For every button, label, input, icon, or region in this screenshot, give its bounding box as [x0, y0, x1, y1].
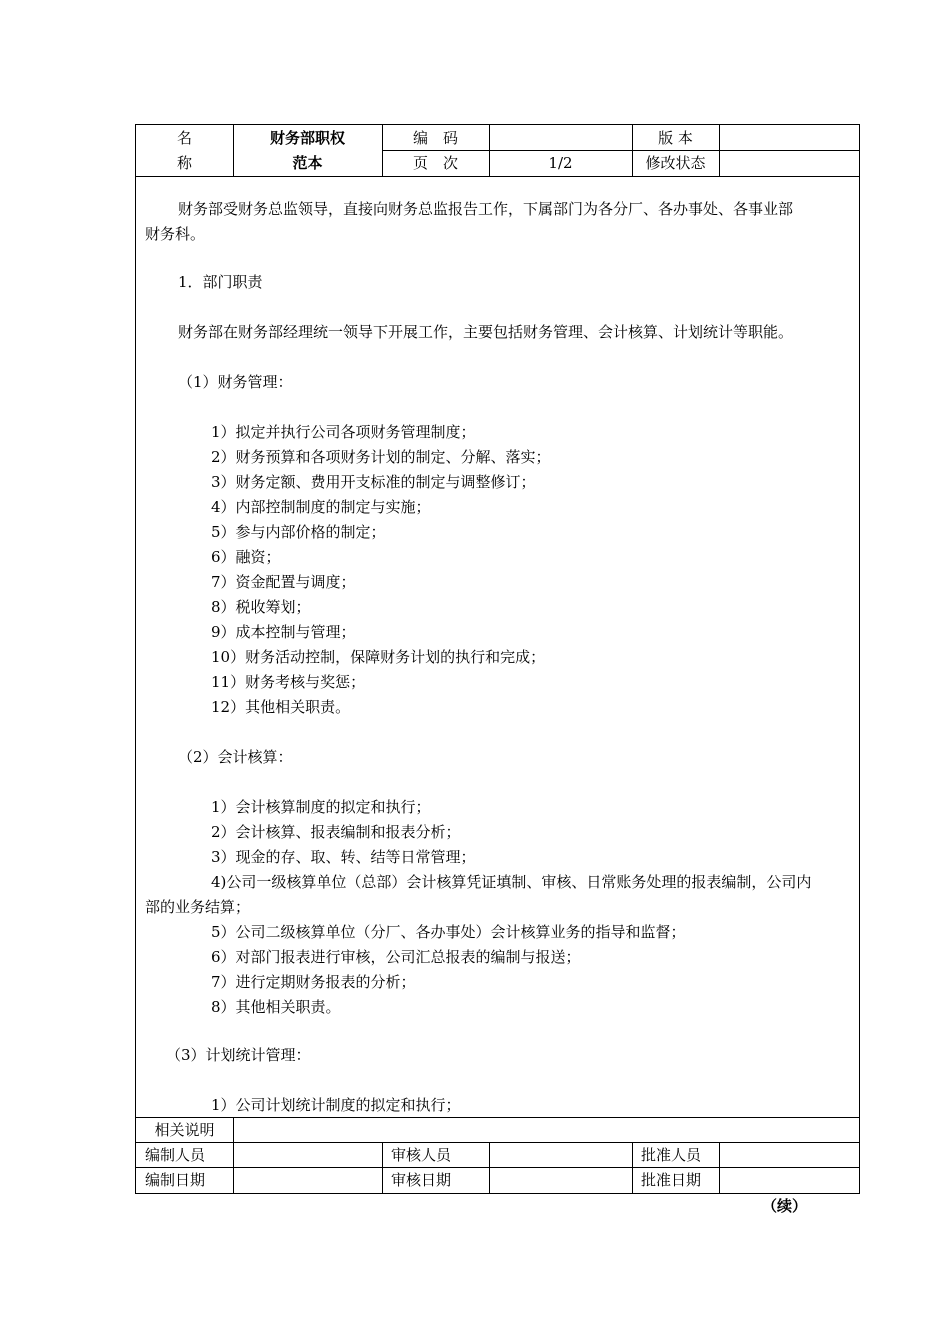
grid-line [136, 1142, 860, 1143]
revision-value [719, 151, 860, 176]
list-item: 6）融资； [211, 548, 281, 566]
list-item: 10）财务活动控制，保障财务计划的执行和完成； [211, 648, 546, 666]
approved-date-label: 批准日期 [641, 1171, 702, 1189]
document-frame [135, 124, 860, 1194]
grid-line [489, 1142, 490, 1194]
reviewed-date-label: 审核日期 [391, 1171, 452, 1189]
subsection-title: （3）计划统计管理： [166, 1046, 311, 1064]
intro-paragraph: 财务部受财务总监领导，直接向财务总监报告工作，下属部门为各分厂、各办事处、各事业部 [178, 200, 794, 218]
grid-line [382, 1142, 383, 1194]
list-item: 3）现金的存、取、转、结等日常管理； [211, 848, 476, 866]
list-item: 4）内部控制制度的制定与实施； [211, 498, 431, 516]
list-item: 8）其他相关职责。 [211, 998, 341, 1016]
list-item: 1）拟定并执行公司各项财务管理制度； [211, 423, 476, 441]
subsection-title: （1）财务管理： [178, 373, 293, 391]
list-item: 5）参与内部价格的制定； [211, 523, 386, 541]
page-number: 1/2 [548, 154, 573, 172]
grid-line [719, 1142, 720, 1194]
grid-line [632, 1142, 633, 1194]
intro-paragraph-cont: 财务科。 [145, 225, 206, 243]
page-label: 页 次 [412, 154, 458, 172]
list-item: 5）公司二级核算单位（分厂、各办事处）会计核算业务的指导和监督； [211, 923, 686, 941]
document-title: 范本 [292, 154, 323, 172]
name-label: 称 [176, 154, 192, 172]
notes-label: 相关说明 [154, 1121, 215, 1139]
prepared-by-label: 编制人员 [145, 1146, 206, 1164]
list-item: 7）资金配置与调度； [211, 573, 356, 591]
code-label: 编 码 [412, 129, 458, 147]
reviewed-by-label: 审核人员 [391, 1146, 452, 1164]
section-description: 财务部在财务部经理统一领导下开展工作，主要包括财务管理、会计核算、计划统计等职能。 [178, 323, 794, 341]
list-item: 3）财务定额、费用开支标准的制定与调整修订； [211, 473, 536, 491]
list-item: 7）进行定期财务报表的分析； [211, 973, 416, 991]
grid-line [136, 176, 860, 177]
list-item: 6）对部门报表进行审核，公司汇总报表的编制与报送； [211, 948, 581, 966]
list-item-cont: 部的业务结算； [145, 898, 251, 916]
list-item: 4)公司一级核算单位（总部）会计核算凭证填制、审核、日常账务处理的报表编制，公司内 [211, 873, 812, 891]
prepared-date-label: 编制日期 [145, 1171, 206, 1189]
version-label: 版 本 [658, 129, 693, 147]
list-item: 2）会计核算、报表编制和报表分析； [211, 823, 461, 841]
list-item: 8）税收筹划； [211, 598, 311, 616]
code-value [489, 126, 632, 151]
list-item: 2）财务预算和各项财务计划的制定、分解、落实； [211, 448, 551, 466]
document-title: 财务部职权 [269, 129, 345, 147]
list-item: 12）其他相关职责。 [211, 698, 351, 716]
approved-by-label: 批准人员 [641, 1146, 702, 1164]
name-label: 名 [176, 129, 192, 147]
version-value [719, 126, 860, 151]
list-item: 1）公司计划统计制度的拟定和执行； [211, 1096, 461, 1114]
list-item: 11）财务考核与奖惩； [211, 673, 366, 691]
list-item: 9）成本控制与管理； [211, 623, 356, 641]
grid-line [136, 1167, 860, 1168]
notes-value [233, 1118, 860, 1142]
section-title: 1．部门职责 [178, 273, 263, 291]
list-item: 1）会计核算制度的拟定和执行； [211, 798, 431, 816]
subsection-title: （2）会计核算： [178, 748, 293, 766]
revision-label: 修改状态 [645, 154, 706, 172]
continued-label: （续） [762, 1197, 808, 1215]
